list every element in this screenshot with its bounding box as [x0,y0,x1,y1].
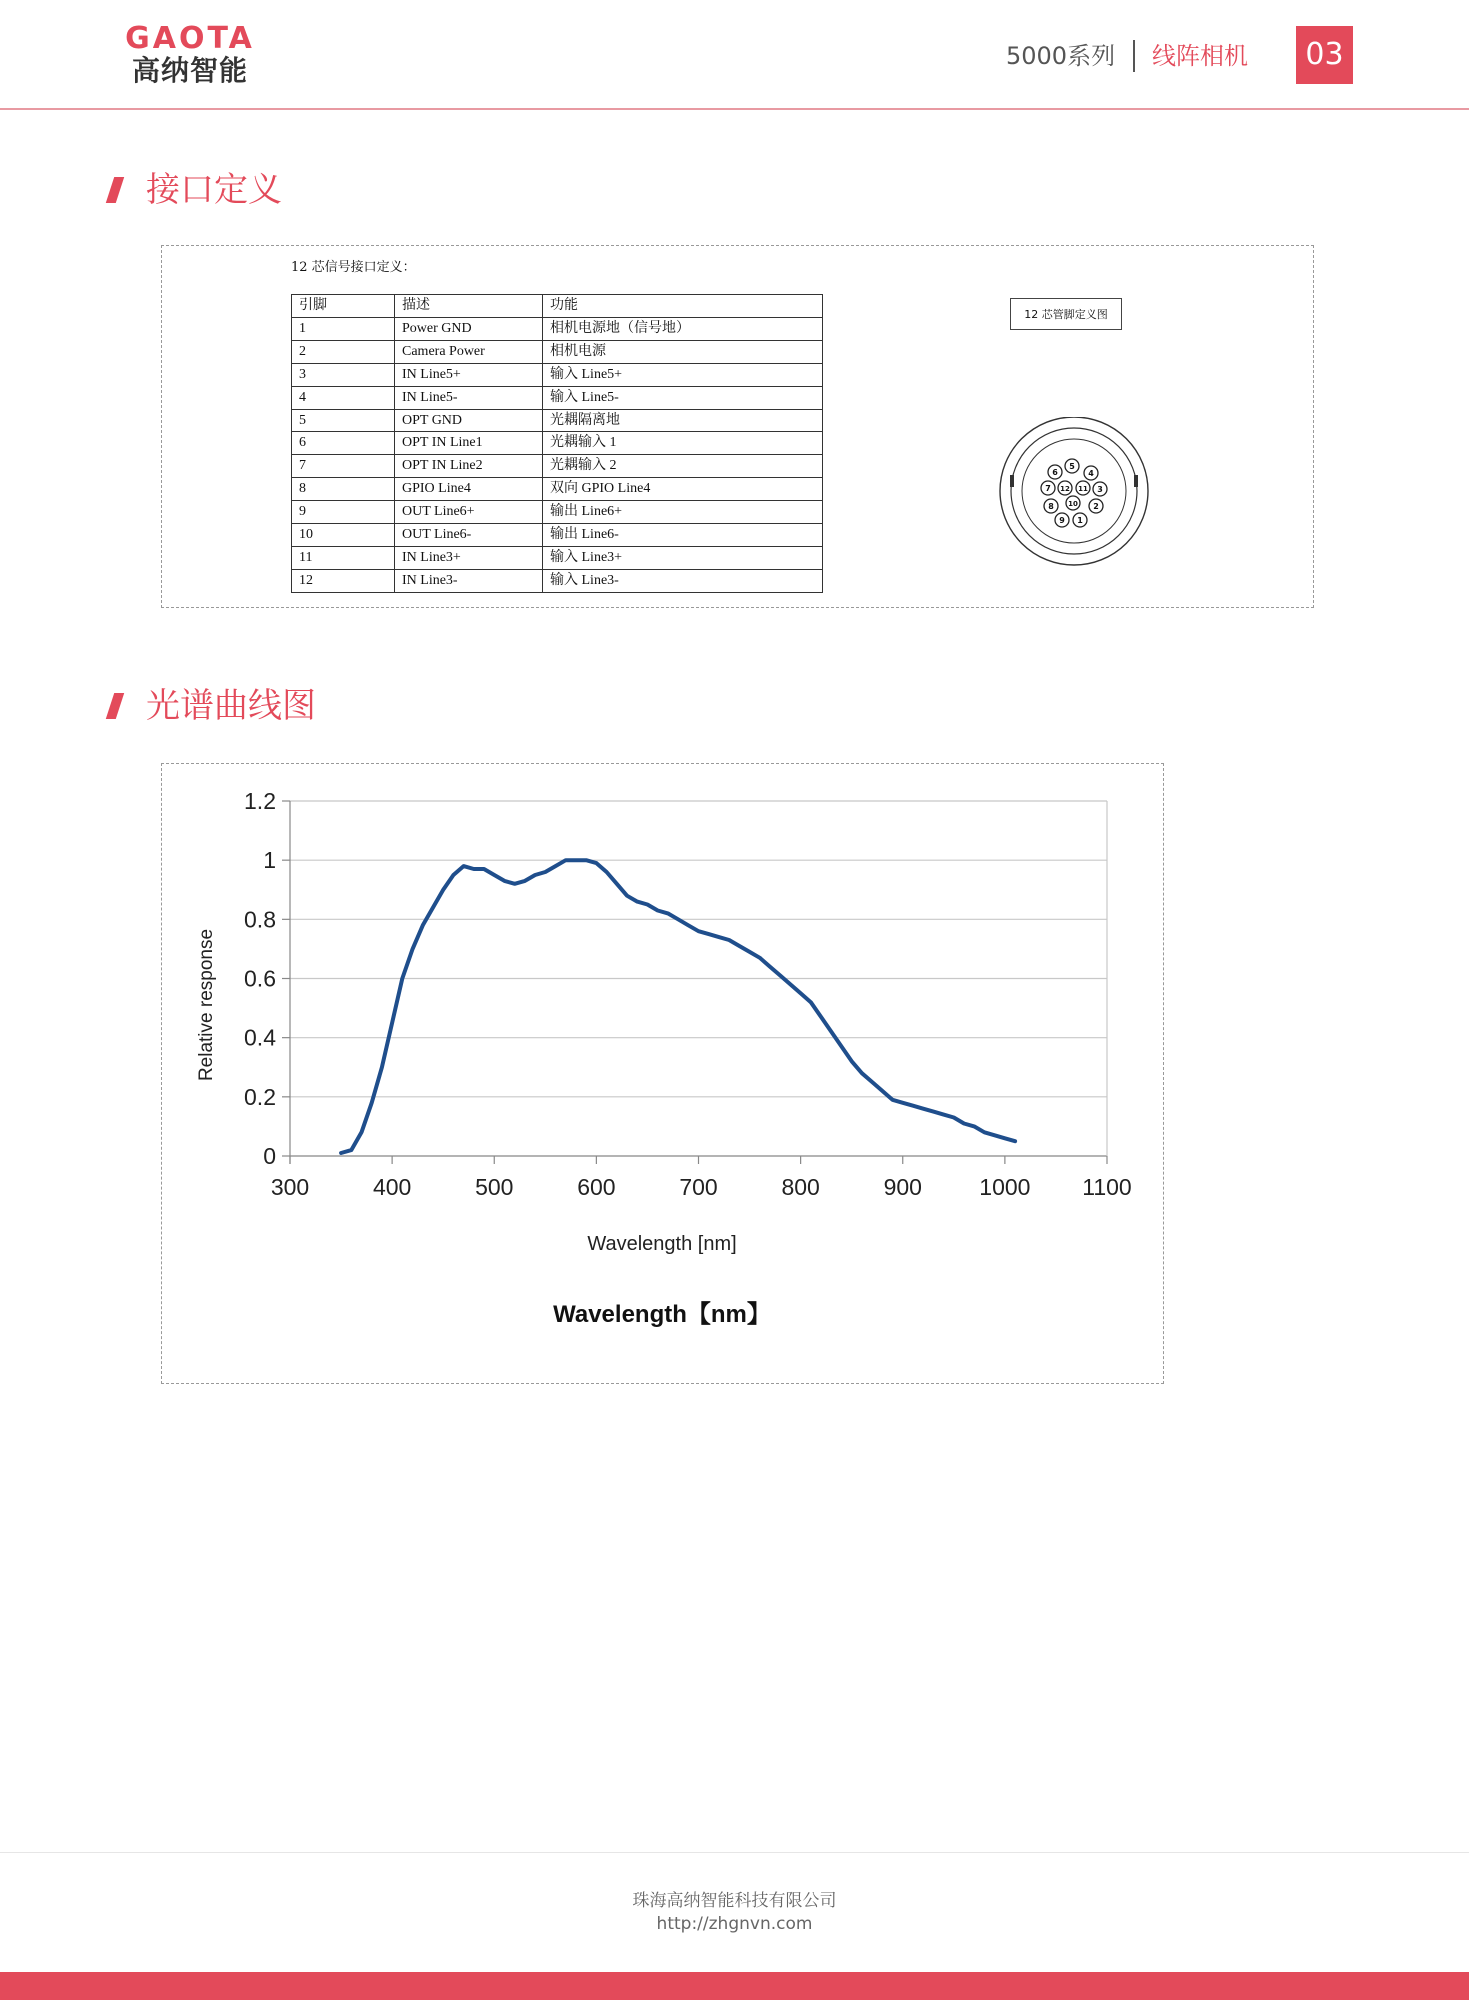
pin-description-cell: IN Line3+ [395,546,543,569]
footer-bar [0,1972,1469,2000]
table-row [292,432,823,455]
section-marker-icon [106,693,124,719]
connector-pin-label: 11 [1078,485,1088,493]
pin-function-cell: 输入 Line5+ [543,363,823,386]
section-title-spectrum [110,686,316,726]
section-title-interface [110,170,282,210]
x-tick-label: 700 [679,1174,718,1200]
footer-divider [0,1852,1469,1853]
y-tick-label: 0.2 [244,1083,276,1110]
pin-table-caption: 12 芯信号接口定义： [291,260,416,275]
connector-pin-label: 3 [1097,485,1103,494]
connector-pin-label: 5 [1069,462,1075,471]
connector-pin-label: 8 [1048,502,1054,511]
connector-pin-label: 4 [1088,469,1094,478]
product-label: 线阵相机 [1152,42,1248,70]
table-row [292,478,823,501]
logo-chinese-name: 高纳智能 [131,54,248,87]
pin-number-cell: 3 [292,363,395,386]
logo-mark: GAOTA [125,21,255,56]
section-title-text: 接口定义 [146,170,282,210]
pin-number-cell: 2 [292,340,395,363]
connector-pin-label: 6 [1052,468,1058,477]
pin-description-cell: GPIO Line4 [395,478,543,501]
table-row [292,569,823,592]
y-tick-label: 1.2 [244,788,276,814]
column-header: 功能 [543,295,823,318]
pin-number-cell: 12 [292,569,395,592]
pin-function-cell: 输入 Line3+ [543,546,823,569]
series-line [341,860,1015,1153]
footer-url[interactable]: http://zhgnvn.com [656,1914,813,1934]
pin-description-cell: OPT IN Line1 [395,432,543,455]
y-tick-label: 1 [263,847,276,874]
table-row [292,363,823,386]
x-tick-label: 500 [475,1174,514,1200]
pin-number-cell: 7 [292,455,395,478]
table-row [292,524,823,547]
column-header: 引脚 [292,295,395,318]
pin-function-cell: 双向 GPIO Line4 [543,478,823,501]
y-tick-label: 0.8 [244,906,276,933]
y-tick-label: 0.6 [244,965,276,992]
header-separator [1133,40,1135,72]
chart-caption: Wavelength【nm】 [553,1301,771,1328]
header-divider [0,108,1469,110]
table-row [292,386,823,409]
spectrum-chart [162,765,1152,1365]
x-tick-label: 1100 [1082,1174,1132,1200]
pin-function-cell: 光耦输入 2 [543,455,823,478]
pin-number-cell: 5 [292,409,395,432]
table-row [292,501,823,524]
pin-function-cell: 输出 Line6+ [543,501,823,524]
pin-description-cell: IN Line5+ [395,363,543,386]
pin-function-cell: 相机电源 [543,340,823,363]
pin-description-cell: OUT Line6+ [395,501,543,524]
pin-table [291,294,823,593]
x-tick-label: 600 [577,1174,616,1200]
pin-number-cell: 9 [292,501,395,524]
pin-function-cell: 输入 Line3- [543,569,823,592]
table-row [292,340,823,363]
pin-description-cell: OPT IN Line2 [395,455,543,478]
x-tick-label: 1000 [979,1174,1031,1200]
pin-function-cell: 相机电源地（信号地） [543,318,823,341]
pin-description-cell: Camera Power [395,340,543,363]
footer-company: 珠海高纳智能科技有限公司 [632,1891,837,1911]
table-row [292,409,823,432]
pin-description-cell: IN Line3- [395,569,543,592]
connector-pin-label: 7 [1045,484,1051,493]
pin-description-cell: OPT GND [395,409,543,432]
x-tick-label: 400 [372,1174,412,1200]
x-tick-label: 900 [883,1174,922,1200]
pin-number-cell: 8 [292,478,395,501]
y-axis-label: Relative response [196,928,217,1082]
section-title-text: 光谱曲线图 [146,686,316,726]
pin-number-cell: 11 [292,546,395,569]
table-row [292,318,823,341]
column-header: 描述 [395,295,543,318]
connector-pin-label: 1 [1077,516,1083,525]
pin-diagram-label: 12 芯管脚定义图 [1010,298,1122,330]
pin-function-cell: 输出 Line6- [543,524,823,547]
y-tick-label: 0.4 [244,1024,276,1051]
pin-number-cell: 1 [292,318,395,341]
table-header-row [292,295,823,318]
pin-number-cell: 10 [292,524,395,547]
connector-pin-label: 12 [1060,485,1070,493]
pin-function-cell: 光耦隔离地 [543,409,823,432]
connector-pin-label: 10 [1068,500,1078,508]
logo [110,21,270,88]
connector-pin-label: 2 [1093,502,1099,511]
pin-function-cell: 光耦输入 1 [543,432,823,455]
series-label: 5000系列 [1006,42,1116,70]
pin-function-cell: 输入 Line5- [543,386,823,409]
pin-description-cell: IN Line5- [395,386,543,409]
pin-number-cell: 6 [292,432,395,455]
connector-pin-diagram [996,417,1156,577]
x-tick-label: 800 [781,1174,820,1200]
page-number: 03 [1296,26,1353,84]
connector-pin-label: 9 [1059,516,1065,525]
pin-description-cell: Power GND [395,318,543,341]
x-tick-label: 300 [270,1174,310,1200]
x-axis-label: Wavelength [nm] [587,1233,737,1255]
table-row [292,455,823,478]
pin-description-cell: OUT Line6- [395,524,543,547]
y-tick-label: 0 [263,1143,276,1169]
table-row [292,546,823,569]
section-marker-icon [106,177,124,203]
pin-number-cell: 4 [292,386,395,409]
